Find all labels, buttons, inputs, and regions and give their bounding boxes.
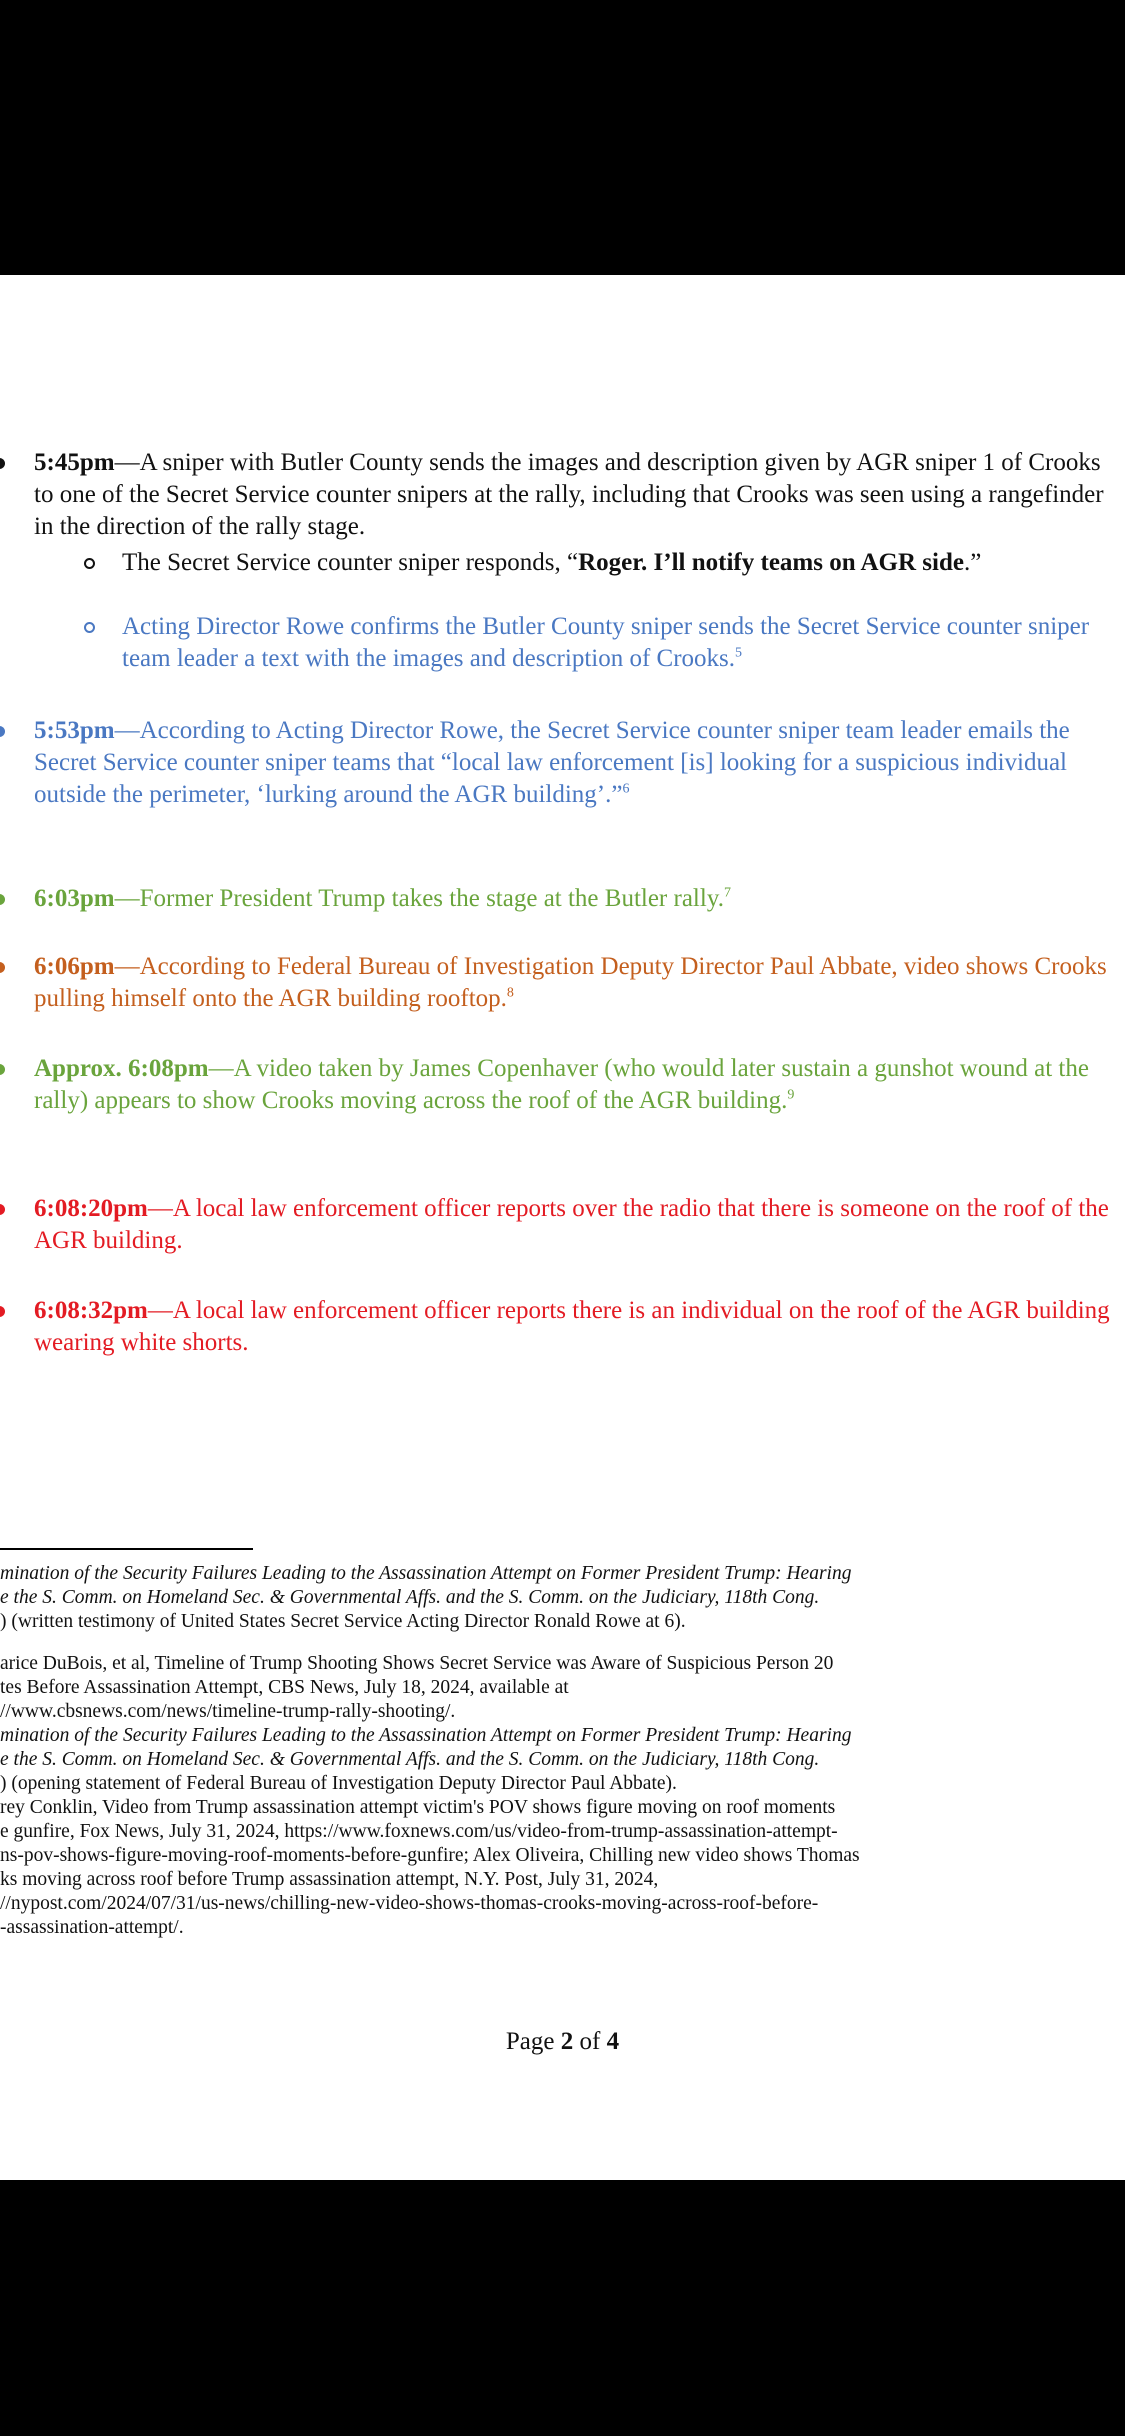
- bullet-icon: [0, 894, 5, 905]
- bullet-icon: [0, 1064, 5, 1075]
- entry-body: —A video taken by James Copenhaver (who would later sustain a gunshot wound at the rally) appears to show Crooks moving across the roof of the AGR building.: [34, 1055, 1089, 1114]
- circle-bullet-icon: [84, 558, 95, 569]
- entry-text: [34, 1053, 1110, 1117]
- footnote-ref: 5: [735, 645, 743, 661]
- sub-entry-body: Acting Director Rowe confirms the Butler County sniper sends the Secret Service counter sniper team leader a text with the images and description of Crooks.: [122, 613, 1090, 672]
- entry-time: Approx. 6:08pm: [34, 1055, 209, 1082]
- footnote-text: e the S. Comm. on Homeland Sec. & Governmental Affs. and the S. Comm. on the Judiciary, 118th Cong.: [0, 1587, 820, 1608]
- footnote-ref: 6: [622, 781, 630, 797]
- page-total: 4: [606, 2028, 620, 2055]
- footnote-line: ) (opening statement of Federal Bureau of Investigation Deputy Director Paul Abbate).: [0, 1773, 677, 1794]
- footnote-text: e the S. Comm. on Homeland Sec. & Governmental Affs. and the S. Comm. on the Judiciary, 118th Cong.: [0, 1749, 820, 1770]
- entry-text: [34, 447, 1110, 543]
- page-prefix: Page: [505, 2028, 561, 2055]
- footnote-line: //nypost.com/2024/07/31/us-news/chilling-new-video-shows-thomas-crooks-moving-across-roof-before-: [0, 1893, 819, 1914]
- footnote-line: tes Before Assassination Attempt, CBS News, July 18, 2024, available at: [0, 1677, 569, 1698]
- entry-body: —Former President Trump takes the stage at the Butler rally.: [114, 885, 724, 912]
- footnote-line: -assassination-attempt/.: [0, 1917, 184, 1938]
- entry-body: —A sniper with Butler County sends the images and description given by AGR sniper 1 of Crooks to one of the Secret Service counter snipers at the rally, including that Crooks was seen using a rangefinder in the direction of the rally stage.: [34, 449, 1104, 540]
- page-of: of: [573, 2028, 607, 2055]
- footnote-line: [0, 1748, 1125, 1772]
- footnote-line: ks moving across roof before Trump assassination attempt, N.Y. Post, July 31, 2024,: [0, 1869, 659, 1890]
- footnote-divider: [0, 1548, 253, 1550]
- footnote-line: ns-pov-shows-figure-moving-roof-moments-before-gunfire; Alex Oliveira, Chilling new video shows Thomas: [0, 1845, 860, 1866]
- entry-time: 6:08:32pm: [34, 1297, 148, 1324]
- circle-bullet-icon: [84, 622, 95, 633]
- sub-entry-text-pre: The Secret Service counter sniper responds, “: [122, 549, 579, 576]
- entry-time: 6:06pm: [34, 953, 115, 980]
- sub-entry-text-post: .”: [963, 549, 982, 576]
- bullet-icon: [0, 962, 5, 973]
- entry-time: 6:03pm: [34, 885, 115, 912]
- entry-time: 5:53pm: [34, 717, 115, 744]
- footnote-line: arice DuBois, et al, Timeline of Trump Shooting Shows Secret Service was Aware of Suspicious Person 20: [0, 1653, 834, 1674]
- entry-text: [34, 1193, 1110, 1257]
- entry-body: —According to Acting Director Rowe, the Secret Service counter sniper team leader emails the Secret Service counter sniper teams that “local law enforcement [is] looking for a suspicious individual outside the perimeter, ‘lurking around the AGR building’.”: [34, 717, 1070, 808]
- entry-time: 5:45pm: [34, 449, 115, 476]
- entry-body: —A local law enforcement officer reports there is an individual on the roof of the AGR building wearing white shorts.: [34, 1297, 1110, 1356]
- entry-body: —According to Federal Bureau of Investigation Deputy Director Paul Abbate, video shows Crooks pulling himself onto the AGR building rooftop.: [34, 953, 1107, 1012]
- bullet-icon: [0, 726, 5, 737]
- footnote-line: rey Conklin, Video from Trump assassination attempt victim's POV shows figure moving on roof moments: [0, 1797, 836, 1818]
- page-number: [0, 2028, 1125, 2056]
- sub-entry-quote: Roger. I’ll notify teams on AGR side: [578, 549, 964, 576]
- footnote-line: mination of the Security Failures Leading to the Assassination Attempt on Former President Trump: Hearing: [0, 1563, 852, 1584]
- sub-entry-text: [122, 547, 1110, 579]
- footnote-line: e gunfire, Fox News, July 31, 2024, https://www.foxnews.com/us/video-from-trump-assassination-attempt-: [0, 1821, 838, 1842]
- entry-text: [34, 883, 1110, 915]
- document-page: [0, 275, 1125, 2180]
- entry-text: [34, 1295, 1110, 1359]
- entry-text: [34, 715, 1110, 811]
- footnote-line: ) (written testimony of United States Secret Service Acting Director Ronald Rowe at 6).: [0, 1611, 686, 1632]
- sub-entry-text: [122, 611, 1110, 675]
- footnote-ref: 7: [723, 885, 731, 901]
- footnote-ref: 8: [506, 985, 514, 1001]
- entry-time: 6:08:20pm: [34, 1195, 148, 1222]
- entry-text: [34, 951, 1110, 1015]
- footnote-ref: 9: [787, 1087, 795, 1103]
- footnote-line: //www.cbsnews.com/news/timeline-trump-rally-shooting/.: [0, 1701, 456, 1722]
- entry-body: —A local law enforcement officer reports over the radio that there is someone on the roof of the AGR building.: [34, 1195, 1109, 1254]
- bullet-icon: [0, 1306, 5, 1317]
- page-current: 2: [560, 2028, 574, 2055]
- footnote-line: [0, 1586, 1125, 1610]
- bullet-icon: [0, 458, 5, 469]
- bullet-icon: [0, 1204, 5, 1215]
- footnote-line: mination of the Security Failures Leading to the Assassination Attempt on Former President Trump: Hearing: [0, 1725, 852, 1746]
